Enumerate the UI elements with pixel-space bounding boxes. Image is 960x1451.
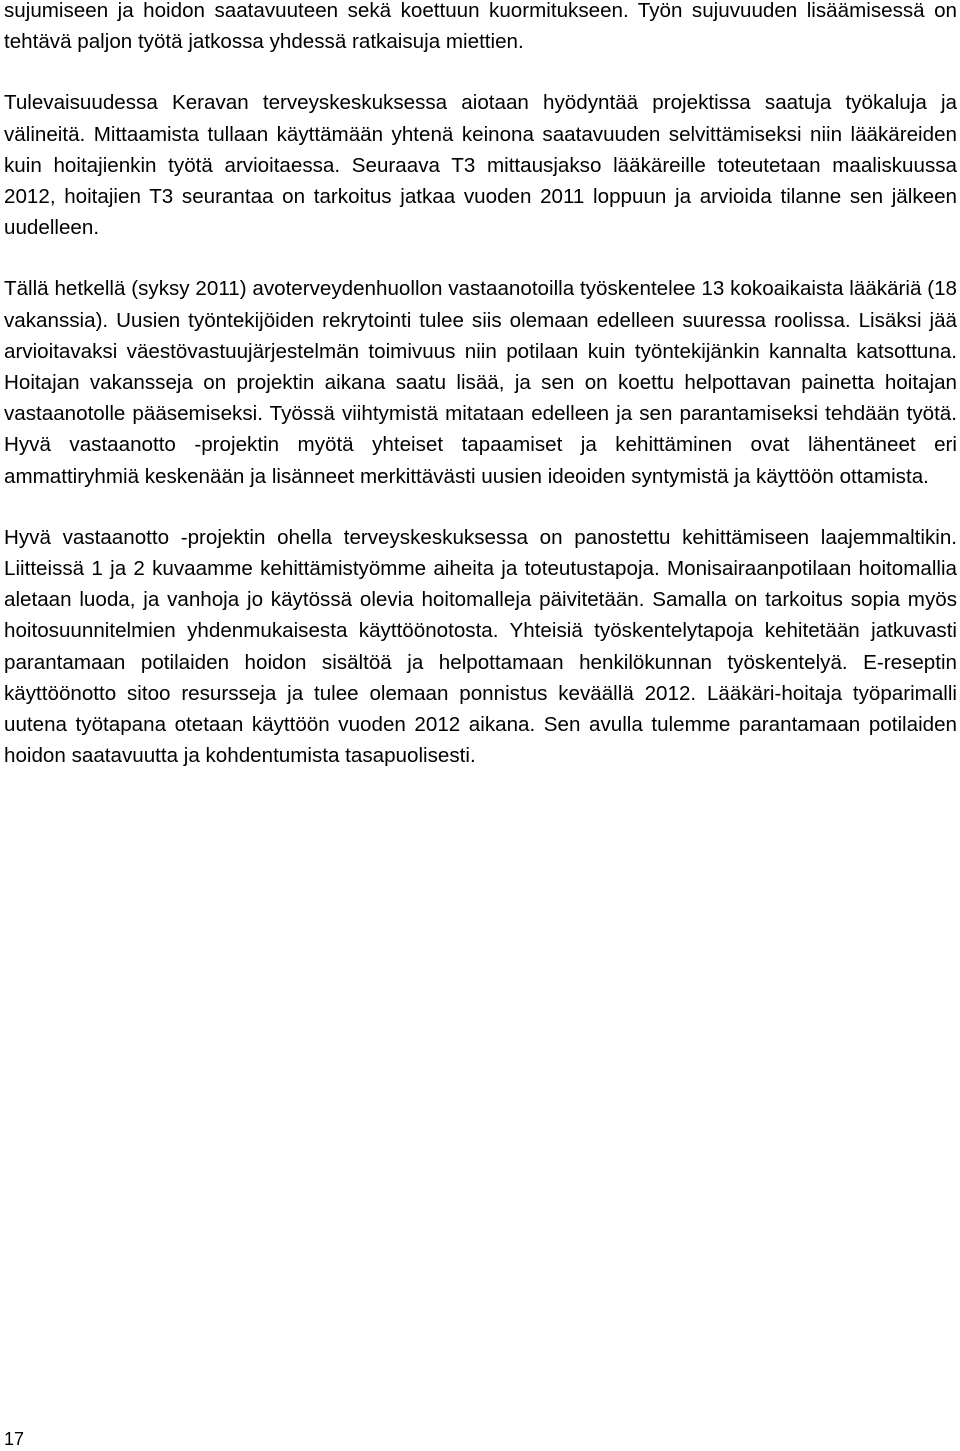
paragraph-development: Hyvä vastaanotto -projektin ohella terveyskeskuksessa on panostettu kehittämiseen laajemmaltikin. Liitteissä 1 ja 2 kuvaamme kehittämistyömme aiheita ja toteutustapoja. Monisairaanpotilaan hoitomallia aletaan luoda, ja vanhoja jo käytössä olevia hoitomalleja päivitetään. Samalla on tarkoitus sopia myös hoitosuunnitelmien yhdenmukaisesta käyttöönotosta. Yhteisiä työskentelytapoja kehitetään jatkuvasti parantamaan potilaiden hoidon sisältöä ja helpottamaan henkilökunnan työskentelyä. E-reseptin käyttöönotto sitoo resursseja ja tulee olemaan ponnistus keväällä 2012. Lääkäri-hoitaja työparimalli uutena työtapana otetaan käyttöön vuoden 2012 aikana. Sen avulla tulemme parantamaan potilaiden hoidon saatavuutta ja kohdentumista tasapuolisesti. (4, 525, 957, 768)
paragraph-future-plans: Tulevaisuudessa Keravan terveyskeskuksessa aiotaan hyödyntää projektissa saatuja työkaluja ja välineitä. Mittaamista tullaan käyttämään yhtenä keinona saatavuuden selvittämiseksi niin lääkäreiden kuin hoitajienkin työtä arvioitaessa. Seuraava T3 mittausjakso lääkäreille toteutetaan maaliskuussa 2012, hoitajien T3 seurantaa on tarkoitus jatkaa vuoden 2011 loppuun ja arvioida tilanne sen jälkeen uudelleen. (4, 91, 957, 240)
page-number: 17 (4, 1429, 25, 1449)
document-body (4, 0, 957, 801)
paragraph-current-staffing: Tällä hetkellä (syksy 2011) avoterveydenhuollon vastaanotoilla työskentelee 13 kokoaikaista lääkäriä (18 vakanssia). Uusien työntekijöiden rekrytointi tulee siis olemaan edelleen suuressa roolissa. Lisäksi jää arvioitavaksi väestövastuujärjestelmän toimivuus niin potilaan kuin työntekijänkin kannalta katsottuna. Hoitajan vakansseja on projektin aikana saatu lisää, ja sen on koettu helpottavan painetta hoitajan vastaanotolle pääsemiseksi. Työssä viihtymistä mitataan edelleen ja sen parantamiseksi tehdään työtä. Hyvä vastaanotto -projektin myötä yhteiset tapaamiset ja kehittäminen ovat lähentäneet eri ammattiryhmiä keskenään ja lisänneet merkittävästi uusien ideoiden syntymistä ja käyttöön ottamista. (4, 277, 957, 488)
paragraph-workload: sujumiseen ja hoidon saatavuuteen sekä koettuun kuormitukseen. Työn sujuvuuden lisäämisessä on tehtävä paljon työtä jatkossa yhdessä ratkaisuja miettien. (4, 0, 957, 54)
